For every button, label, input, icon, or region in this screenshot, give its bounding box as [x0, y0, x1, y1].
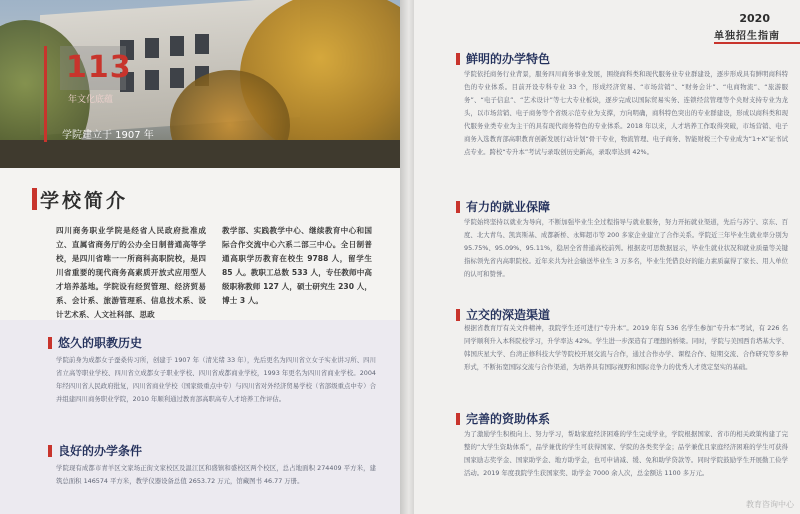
channels-heading	[456, 306, 550, 323]
history-heading-text: 悠久的职教历史	[58, 336, 143, 350]
years-number: 113	[66, 50, 132, 85]
features-heading-text: 鲜明的办学特色	[466, 52, 551, 66]
heading-marker	[456, 53, 460, 65]
header-year: 2020	[739, 12, 770, 25]
employment-heading	[456, 198, 550, 215]
features-paragraph: 学院依托商务行业背景，服务四川商务事业发展，围绕商科类和现代服务业专业群建设，逐步形成具有鲜明商科特色的专业体系。目前开设专科专业 33 个，形成经济贸易、“市场营销”、“财务会计”、“电商物流”、“旅游服务”、“电子信息”、“艺术设计”等七大专业板块，逐步完成以国际贸易实务、连锁经营管理等个央财支持专业为龙头，以市场营销、电子商务等个省级示范专业为支撑，方向明确，商科特色突出的专业群建设，形成以商科类和现代服务业类专业为主干的具有现代商务特色的专业体系。2018 年以来，人才培养工作取得突破，市场营销、电子商务入选教育部高职教育创新发展行动计划“骨干专业，物流管理、电子商务、智能财税三个专业成为“1+X”证书试点专业。跨校“专升本”考试与录取创历史新高，录取率达到 42%。	[464, 70, 788, 156]
header-guide-title: 单独招生指南	[714, 31, 780, 42]
aid-paragraph: 为了激励学生积极向上、努力学习，帮助家庭经济困难的学生完成学业，学院根据国家、省市的相关政策构建了完整的“大学生资助体系”，品学兼优的学生可获得国家、学院的各类奖学金；品学兼优且家庭经济困难的学生可获得国家励志奖学金、国家助学金、地方助学金，也可申请减、缓、免和助学贷款等。同时学院鼓励学生开展勤工俭学活动。2019 年度我院学生获国家奖、助学金 7000 余人次，总金额达 1100 多万元。	[464, 430, 788, 477]
section-title: 学校简介	[40, 190, 129, 212]
heading-marker	[456, 201, 460, 213]
channels-heading-text: 立交的深造渠道	[466, 308, 551, 322]
header-rule	[714, 42, 800, 44]
channels-paragraph: 根据省教育厅有关文件精神，我院学生还可进行“专升本”。2019 年有 536 名学生参加“专升本”考试，有 226 名同学顺利升入本科院校学习，升学率达 42%。学生进一步深造有了理想的桥梁。同时，学院与美国西肯塔基大学、韩国庆星大学、台湾正修科技大学等院校开展交流与合作，通过合作办学、课程合作、短期交流、合作研究等多种形式，不断拓宽国际交流与合作渠道，为培养具有国际视野和国际竞争力的优秀人才奠定坚实的基础。	[464, 324, 788, 371]
history-heading	[48, 334, 142, 351]
heading-marker	[48, 445, 52, 457]
watermark: 教育咨询中心	[746, 500, 794, 509]
history-paragraph: 学院前身为成都女子蚕桑传习所，创建于 1907 年（清光绪 33 年），先后更名为四川省立女子实业讲习所、四川省立高等职业学校、四川省立成都女子职业学校、四川省成都商业学校，1993 年更名为四川省商业学校。2004 年经四川省人民政府批复，四川省商业学校（国家级重点中专）与四川省对外经济贸易学校（省部级重点中专）合并组建四川商务职业学院，2010 年顺利通过教育部高职高专人才培养工作评估。	[56, 356, 376, 403]
aid-heading-text: 完善的资助体系	[466, 412, 551, 426]
section-accent-bar	[32, 188, 37, 210]
heading-marker	[48, 337, 52, 349]
intro-column-1: 四川商务职业学院是经省人民政府批准成立、直属省商务厅的公办全日制普通高等学校，是四川省唯一一所商科高职院校，是四川省重要的现代商务高素质开放式应用型人才培养基地。学院设有经贸管理、经济贸易系、会计系、旅游管理系、信息技术系、设计艺术系、人文社科部、思政	[56, 226, 206, 319]
intro-column-2: 教学部、实践教学中心、继续教育中心和国际合作交流中心六系二部三中心。全日制普通高职学历教育在校生 9788 人，留学生 85 人。教职工总数 533 人，专任教师中高级职称教师 127 人，硕士研究生 230 人，博士 3 人。	[222, 226, 372, 305]
aid-heading	[456, 410, 550, 427]
heading-marker	[456, 309, 460, 321]
features-heading	[456, 50, 550, 67]
founded-caption: 学院建立于 1907 年	[62, 130, 154, 141]
employment-paragraph: 学院始终坚持以就业为导向，不断加强毕业生全过程指导与就业服务，努力开拓就业渠道，先后与苏宁、京东、百度、北大青鸟、凯宾斯基、成都新桥、永辉超市等 200 多家企业建立了合作关系。学院近三年毕业生就业率分别为 95.75%、95.09%、95.11%，稳居全省普通高校前列。根据麦可思数据显示，毕业生就业状况和就业质量等关键指标领先省内高职院校。近年来共为社会输送毕业生 3 万多名，毕业生凭借良好的能力素质赢得了家长、用人单位的认可和赞誉。	[464, 218, 788, 278]
employment-heading-text: 有力的就业保障	[466, 200, 551, 214]
heading-marker	[456, 413, 460, 425]
years-subtitle: 年文化底蕴	[68, 95, 114, 105]
conditions-heading	[48, 442, 142, 459]
conditions-heading-text: 良好的办学条件	[58, 444, 143, 458]
campus-photo	[0, 0, 408, 168]
right-page	[414, 0, 800, 514]
conditions-paragraph: 学院现有成都市青羊区文家场正街文家校区及温江区和盛镇和盛校区两个校区，总占地面积 274409 平方米，建筑总面积 146574 平方米，教学仪器设备总值 2653.72 万元，馆藏图书 46.77 万册。	[56, 464, 376, 485]
